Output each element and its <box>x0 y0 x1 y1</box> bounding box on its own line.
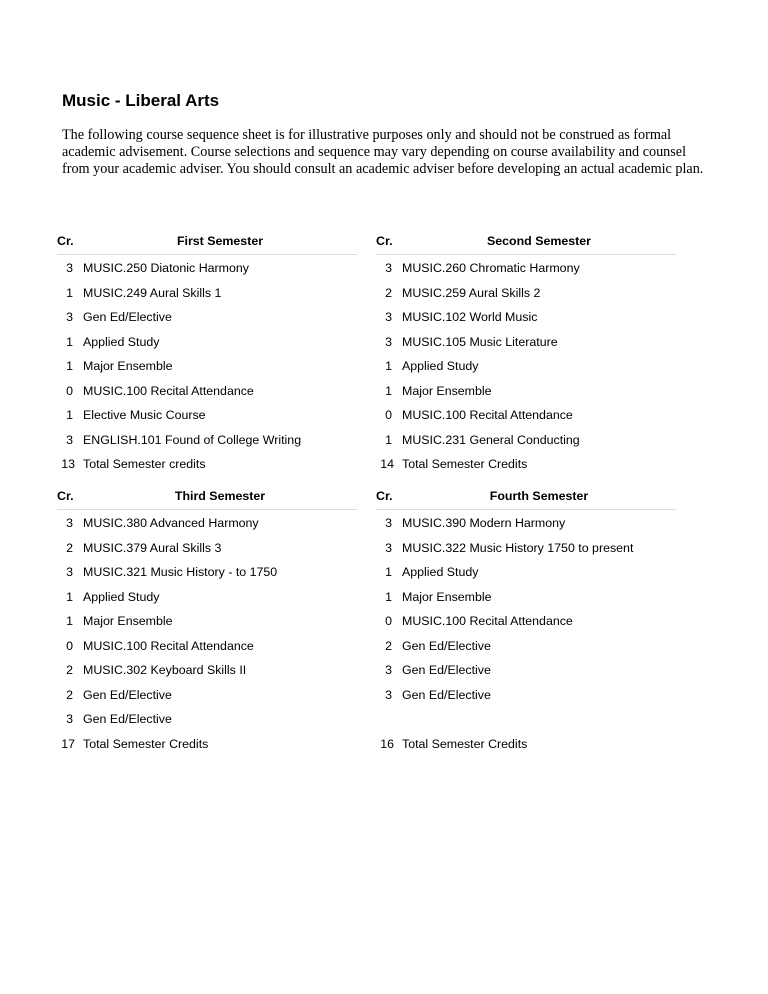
course-name: Elective Music Course <box>83 408 206 422</box>
course-name: ENGLISH.101 Found of College Writing <box>83 432 302 447</box>
course-credits: 0 <box>66 383 73 398</box>
course-credits: 0 <box>385 614 392 628</box>
course-name: Major Ensemble <box>83 614 173 628</box>
semester-header <box>376 229 676 255</box>
empty-row <box>376 706 676 731</box>
course-name: MUSIC.322 Music History 1750 to present <box>402 540 634 555</box>
course-name: MUSIC.250 Diatonic Harmony <box>83 261 249 275</box>
course-credits: 1 <box>385 383 392 398</box>
course-name: MUSIC.249 Aural Skills 1 <box>83 285 222 300</box>
course-credits: 1 <box>66 334 73 349</box>
course-credits: 2 <box>66 663 73 677</box>
course-row <box>57 584 357 609</box>
course-credits: 1 <box>66 589 73 604</box>
semester-title: Third Semester <box>174 489 266 503</box>
page-title: Music - Liberal Arts <box>62 91 220 110</box>
course-row <box>376 427 676 452</box>
total-credits: 14 <box>380 457 394 471</box>
course-name: Gen Ed/Elective <box>83 712 172 726</box>
semester-title: First Semester <box>176 234 264 248</box>
course-row <box>376 608 676 633</box>
course-credits: 1 <box>66 285 73 300</box>
course-name: MUSIC.100 Recital Attendance <box>83 383 254 398</box>
course-credits: 3 <box>66 261 73 275</box>
course-row <box>57 559 357 584</box>
course-name: Gen Ed/Elective <box>402 638 491 653</box>
third-semester-table <box>57 484 357 755</box>
course-row <box>57 353 357 378</box>
course-name: Gen Ed/Elective <box>402 687 491 702</box>
course-name: MUSIC.100 Recital Attendance <box>83 638 254 653</box>
course-row <box>376 535 676 560</box>
course-row <box>57 535 357 560</box>
course-credits: 3 <box>385 310 392 324</box>
course-name: Applied Study <box>402 565 479 579</box>
course-row <box>57 378 357 403</box>
course-credits: 3 <box>66 432 73 447</box>
course-name: Gen Ed/Elective <box>83 310 172 324</box>
course-credits: 1 <box>385 589 392 604</box>
course-row <box>57 280 357 305</box>
course-row <box>57 402 357 427</box>
total-label: Total Semester Credits <box>402 736 528 751</box>
course-credits: 2 <box>385 638 392 653</box>
course-credits: 2 <box>66 687 73 702</box>
course-credits: 3 <box>66 712 73 726</box>
course-credits: 1 <box>385 565 392 579</box>
credits-column-header: Cr. <box>57 489 74 503</box>
course-row <box>376 682 676 707</box>
semester-total-row <box>376 731 676 756</box>
course-row <box>376 510 676 535</box>
course-credits: 3 <box>385 261 392 275</box>
course-row <box>57 329 357 354</box>
course-credits: 2 <box>66 540 73 555</box>
course-row <box>376 255 676 280</box>
intro-paragraph: The following course sequence sheet is for illustrative purposes only and should not be construed as formal academic advisement. Course selections and sequence may vary depending on course availability and counsel from your academic adviser. You should consult an academic adviser before developing an actual academic plan. <box>62 127 704 177</box>
course-row <box>57 255 357 280</box>
course-credits: 0 <box>66 638 73 653</box>
course-name: Major Ensemble <box>83 359 173 373</box>
semester-header <box>57 229 357 255</box>
total-label: Total Semester credits <box>83 457 206 471</box>
course-row <box>376 402 676 427</box>
fourth-semester-table <box>376 484 676 755</box>
course-name: MUSIC.302 Keyboard Skills II <box>83 663 247 677</box>
semester-total-row <box>57 451 357 476</box>
credits-column-header: Cr. <box>376 489 393 503</box>
course-row <box>57 510 357 535</box>
total-label: Total Semester Credits <box>402 457 528 471</box>
course-name: MUSIC.100 Recital Attendance <box>402 614 573 628</box>
course-name: Gen Ed/Elective <box>83 687 172 702</box>
course-credits: 3 <box>66 565 73 579</box>
course-row <box>376 378 676 403</box>
course-name: MUSIC.380 Advanced Harmony <box>83 516 259 530</box>
total-credits: 17 <box>61 736 75 751</box>
credits-column-header: Cr. <box>57 234 74 248</box>
course-row <box>376 353 676 378</box>
course-name: MUSIC.231 General Conducting <box>402 432 580 447</box>
course-name: Applied Study <box>402 359 479 373</box>
semester-title: Second Semester <box>487 234 591 248</box>
course-credits: 3 <box>66 516 73 530</box>
course-credits: 2 <box>385 285 392 300</box>
course-name: Gen Ed/Elective <box>402 663 491 677</box>
course-credits: 3 <box>385 516 392 530</box>
course-row <box>57 682 357 707</box>
total-label: Total Semester Credits <box>83 736 209 751</box>
semester-total-row <box>57 731 357 756</box>
course-name: MUSIC.259 Aural Skills 2 <box>402 285 541 300</box>
course-name: Major Ensemble <box>402 589 492 604</box>
course-credits: 0 <box>385 408 392 422</box>
course-name: MUSIC.100 Recital Attendance <box>402 408 573 422</box>
course-row <box>57 706 357 731</box>
course-credits: 1 <box>66 359 73 373</box>
course-credits: 1 <box>66 408 73 422</box>
course-name: MUSIC.102 World Music <box>402 310 538 324</box>
course-credits: 3 <box>385 663 392 677</box>
course-credits: 3 <box>385 334 392 349</box>
course-name: MUSIC.105 Music Literature <box>402 334 558 349</box>
semester-header <box>57 484 357 510</box>
second-semester-table <box>376 229 676 476</box>
course-row <box>376 657 676 682</box>
course-name: MUSIC.379 Aural Skills 3 <box>83 540 222 555</box>
course-name: Applied Study <box>83 334 160 349</box>
course-name: MUSIC.390 Modern Harmony <box>402 516 566 530</box>
total-credits: 13 <box>61 457 75 471</box>
course-name: MUSIC.260 Chromatic Harmony <box>402 261 580 275</box>
semester-title: Fourth Semester <box>489 489 589 503</box>
total-credits: 16 <box>380 736 394 751</box>
semester-header <box>376 484 676 510</box>
semester-total-row <box>376 451 676 476</box>
course-row <box>376 584 676 609</box>
credits-column-header: Cr. <box>376 234 393 248</box>
course-row <box>376 304 676 329</box>
course-row <box>376 559 676 584</box>
course-credits: 3 <box>66 310 73 324</box>
course-row <box>57 657 357 682</box>
course-row <box>376 329 676 354</box>
course-row <box>57 608 357 633</box>
course-credits: 3 <box>385 540 392 555</box>
course-credits: 1 <box>385 432 392 447</box>
course-row <box>376 280 676 305</box>
course-credits: 1 <box>66 614 73 628</box>
course-row <box>57 304 357 329</box>
course-credits: 1 <box>385 359 392 373</box>
course-name: MUSIC.321 Music History - to 1750 <box>83 565 278 579</box>
course-credits: 3 <box>385 687 392 702</box>
course-row <box>57 427 357 452</box>
course-name: Applied Study <box>83 589 160 604</box>
first-semester-table <box>57 229 357 476</box>
course-row <box>376 633 676 658</box>
course-row <box>57 633 357 658</box>
course-name: Major Ensemble <box>402 383 492 398</box>
